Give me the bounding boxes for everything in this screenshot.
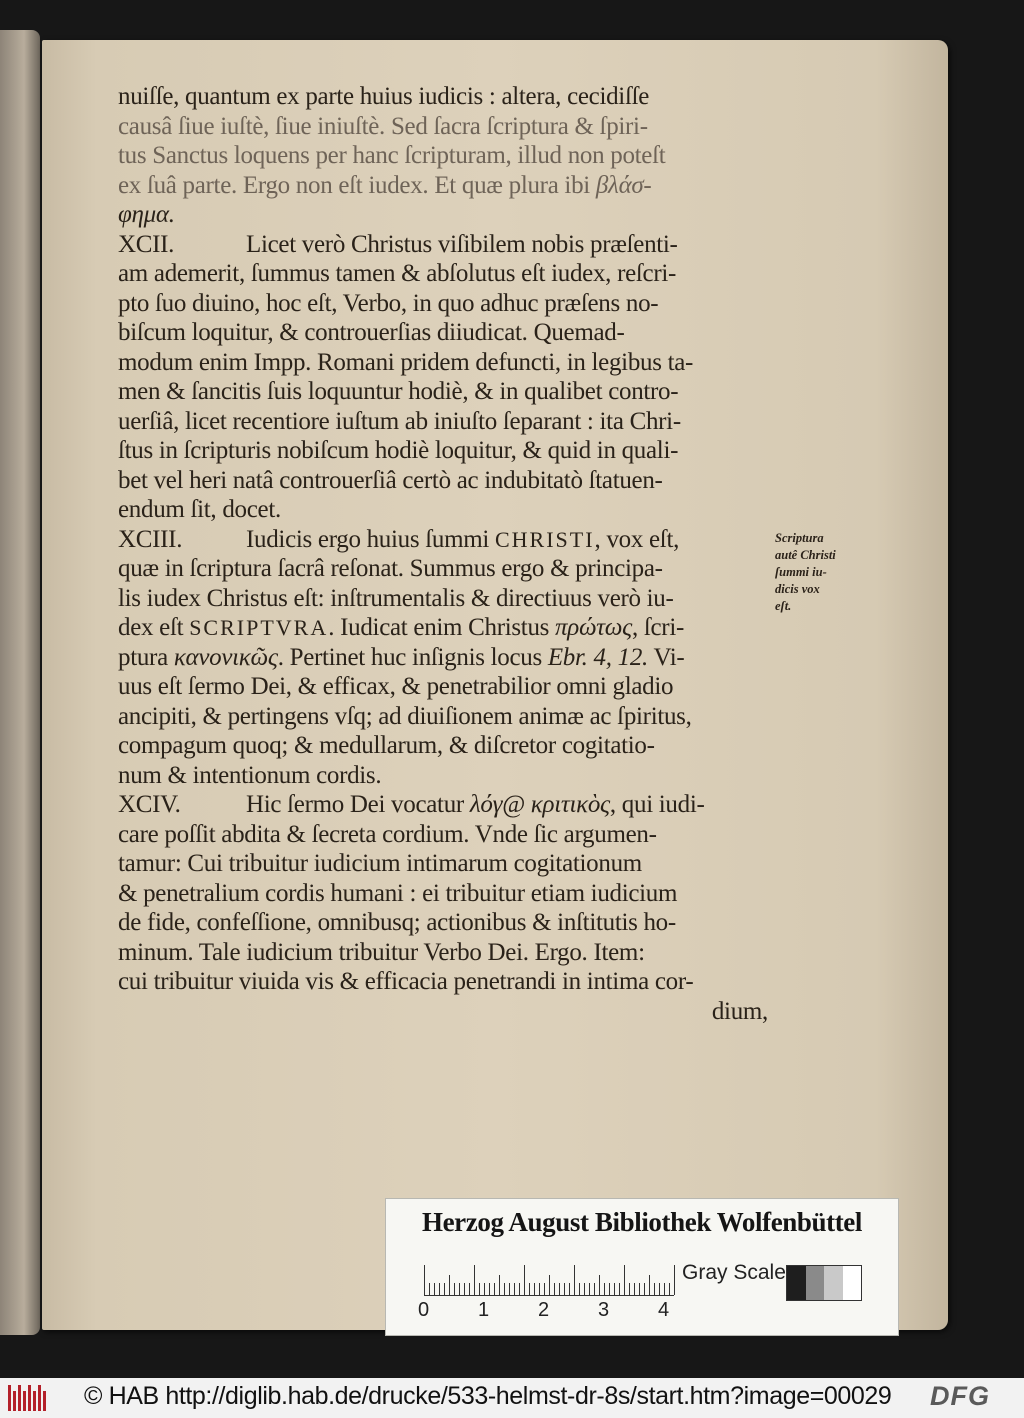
copyright-link[interactable]: © HAB http://diglib.hab.de/drucke/533-helmst-dr-8s/start.htm?image=00029 xyxy=(84,1382,892,1410)
dfg-logo: DFG xyxy=(930,1381,990,1411)
ruler-tick xyxy=(644,1283,645,1295)
ruler-tick xyxy=(609,1283,610,1295)
gray-swatch xyxy=(806,1266,825,1300)
line-text: endum ſit, docet. xyxy=(118,496,281,523)
ruler-tick xyxy=(449,1275,450,1295)
ruler-tick xyxy=(484,1283,485,1295)
line-text: dex eſt xyxy=(118,614,190,641)
line-text: , qui iudi- xyxy=(609,791,705,818)
left-page-edge xyxy=(0,30,40,1335)
ruler-tick xyxy=(629,1283,630,1295)
ruler-tick xyxy=(529,1283,530,1295)
text-line xyxy=(118,171,798,201)
text-line xyxy=(118,790,798,820)
line-text: ſtus in ſcripturis nobiſcum hodiè loquitur, & quid in quali- xyxy=(118,437,679,464)
marginal-note-line: dicis vox xyxy=(775,582,820,596)
greek-word: λόγ@ κριτικὸς xyxy=(469,791,610,818)
line-text: ancipiti, & pertingens vſq; ad diuiſionem animæ ac ſpiritus, xyxy=(118,702,692,730)
line-text: causâ ſiue iuſtè, ſiue iniuſtè. Sed ſacra ſcriptura & ſpiri- xyxy=(118,112,648,140)
logo-bar xyxy=(8,1385,11,1411)
line-text: dium, xyxy=(711,997,768,1025)
ruler-tick xyxy=(569,1283,570,1295)
text-line xyxy=(118,820,798,850)
ruler-tick xyxy=(499,1275,500,1295)
greek-word: φημα. xyxy=(118,201,175,228)
text-line xyxy=(118,436,798,466)
ruler-tick xyxy=(524,1265,525,1295)
text-line xyxy=(118,584,798,614)
ruler-tick xyxy=(489,1283,490,1295)
logo-bar xyxy=(13,1391,16,1411)
text-line xyxy=(118,318,798,348)
line-text: compagum quoq; & medullarum, & diſcretor cogitatio- xyxy=(118,732,655,759)
line-text: Licet verò Christus viſibilem nobis præſenti- xyxy=(246,230,678,258)
text-line xyxy=(118,997,798,1027)
ruler-tick xyxy=(579,1283,580,1295)
text-line xyxy=(118,141,798,171)
ruler-tick xyxy=(479,1283,480,1295)
ruler-tick xyxy=(559,1283,560,1295)
hab-logo-icon xyxy=(8,1385,48,1411)
ruler-label: 1 xyxy=(478,1299,490,1321)
marginal-note-line: ſummi iu- xyxy=(775,565,827,579)
greek-word: πρώτως xyxy=(555,614,632,641)
gray-swatch xyxy=(824,1266,843,1300)
ruler-tick xyxy=(509,1283,510,1295)
ruler-tick xyxy=(634,1283,635,1295)
color-reference-card xyxy=(385,1198,899,1336)
ruler-tick xyxy=(639,1283,640,1295)
ruler-tick xyxy=(589,1283,590,1295)
text-line xyxy=(118,289,798,319)
line-text: tus Sanctus loquens per hanc ſcripturam, illud non poteſt xyxy=(118,142,666,169)
library-name: Herzog August Bibliothek Wolfenbüttel xyxy=(422,1207,862,1237)
ruler-tick xyxy=(564,1283,565,1295)
ruler-tick xyxy=(624,1265,625,1295)
logo-bar xyxy=(43,1391,46,1411)
ruler-tick xyxy=(599,1275,600,1295)
section-number: XCIV. xyxy=(118,791,181,818)
section-number: XCIII. xyxy=(118,525,183,553)
ruler-tick xyxy=(454,1283,455,1295)
line-text: . Pertinet huc inſignis locus xyxy=(277,643,548,671)
line-text: uerſiâ, licet recentiore iuſtum ab iniuſto ſeparant : ita Chri- xyxy=(118,407,681,435)
text-line xyxy=(118,259,798,289)
text-line xyxy=(118,112,798,142)
marginal-note xyxy=(775,530,885,615)
ruler-tick xyxy=(544,1283,545,1295)
greek-word: βλάσ- xyxy=(595,171,652,199)
line-text: bet vel heri natâ controuerſiâ certò ac indubitatò ſtatuen- xyxy=(118,466,663,494)
footer-bar xyxy=(0,1378,1024,1418)
marginal-note-line: eſt. xyxy=(775,599,792,613)
ruler-tick xyxy=(424,1265,425,1295)
line-text: Iudicis ergo huius ſummi xyxy=(246,525,495,553)
line-text: , ſcri- xyxy=(631,614,684,641)
ruler-tick xyxy=(664,1283,665,1295)
ruler-tick xyxy=(574,1265,575,1295)
text-line xyxy=(118,230,798,260)
gray-scale-swatches xyxy=(786,1265,862,1301)
line-text: ex ſuâ parte. Ergo non eſt iudex. Et quæ plura ibi xyxy=(118,171,596,199)
ruler-label: 3 xyxy=(598,1299,610,1321)
ruler-tick xyxy=(669,1283,670,1295)
small-caps-word: CHRISTI xyxy=(494,526,595,552)
ruler-label: 0 xyxy=(418,1299,430,1321)
ruler-tick xyxy=(519,1283,520,1295)
ruler-tick xyxy=(539,1283,540,1295)
line-text: . Iudicat enim Christus xyxy=(328,614,556,641)
logo-bar xyxy=(28,1385,31,1411)
ruler-tick xyxy=(674,1265,675,1295)
ruler-tick xyxy=(464,1283,465,1295)
line-text: lis iudex Christus eſt: inſtrumentalis & directiuus verò iu- xyxy=(118,584,674,612)
text-line xyxy=(118,702,798,732)
text-line xyxy=(118,377,798,407)
ruler-tick xyxy=(514,1283,515,1295)
ruler-tick xyxy=(594,1283,595,1295)
text-line xyxy=(118,407,798,437)
logo-bar xyxy=(18,1385,21,1411)
text-line xyxy=(118,938,798,968)
line-text: Vi- xyxy=(648,643,685,671)
ruler-tick xyxy=(554,1283,555,1295)
text-line xyxy=(118,967,798,997)
text-line xyxy=(118,672,798,702)
line-text: am ademerit, ſummus tamen & abſolutus eſt iudex, reſcri- xyxy=(118,260,677,287)
ruler-tick xyxy=(619,1283,620,1295)
line-text: tamur: Cui tribuitur iudicium intimarum cogitationum xyxy=(118,850,642,877)
ruler-tick xyxy=(429,1283,430,1295)
line-text: modum enim Impp. Romani pridem defuncti, in legibus ta- xyxy=(118,348,694,376)
ruler-tick xyxy=(474,1265,475,1295)
text-line xyxy=(118,348,798,378)
ruler xyxy=(424,1259,674,1296)
text-line xyxy=(118,466,798,496)
ruler-tick xyxy=(654,1283,655,1295)
line-text: ptura xyxy=(118,643,174,671)
line-text: biſcum loquitur, & controuerſias diiudicat. Quemad- xyxy=(118,319,625,346)
line-text: nuiſſe, quantum ex parte huius iudicis : altera, cecidiſſe xyxy=(118,83,650,110)
logo-bar xyxy=(23,1391,26,1411)
ruler-tick xyxy=(604,1283,605,1295)
ruler-tick xyxy=(469,1283,470,1295)
ruler-tick xyxy=(659,1283,660,1295)
ruler-tick xyxy=(504,1283,505,1295)
line-text: quæ in ſcriptura ſacrâ reſonat. Summus ergo & principa- xyxy=(118,555,663,582)
gray-scale-label: Gray Scale xyxy=(682,1261,786,1284)
line-text: pto ſuo diuino, hoc eſt, Verbo, in quo adhuc præſens no- xyxy=(118,289,659,317)
text-line xyxy=(118,554,798,584)
line-text: , vox eſt, xyxy=(594,525,680,553)
line-text: & penetralium cordis humani : ei tribuitur etiam iudicium xyxy=(118,879,678,907)
ruler-tick xyxy=(549,1275,550,1295)
gray-swatch xyxy=(787,1266,806,1300)
line-text: care poſſit abdita & ſecreta cordium. Vnde ſic argumen- xyxy=(118,820,657,848)
section-number: XCII. xyxy=(118,230,175,258)
bible-reference: Ebr. 4, 12. xyxy=(547,643,649,671)
logo-bar xyxy=(38,1385,41,1411)
text-line xyxy=(118,200,798,230)
line-text: Hic ſermo Dei vocatur xyxy=(246,791,470,818)
text-line xyxy=(118,643,798,673)
ruler-label: 2 xyxy=(538,1299,550,1321)
gray-swatch xyxy=(843,1266,862,1300)
line-text: num & intentionum cordis. xyxy=(118,761,382,789)
greek-word: κανονικῶς xyxy=(173,643,278,671)
page-text xyxy=(118,82,798,1026)
text-line xyxy=(118,495,798,525)
text-line xyxy=(118,849,798,879)
ruler-tick xyxy=(584,1283,585,1295)
line-text: uus eſt ſermo Dei, & efficax, & penetrabilior omni gladio xyxy=(118,673,674,700)
marginal-note-line: Scriptura xyxy=(775,531,824,545)
text-line xyxy=(118,82,798,112)
line-text: minum. Tale iudicium tribuitur Verbo Dei. Ergo. Item: xyxy=(118,938,645,966)
text-line xyxy=(118,879,798,909)
ruler-tick xyxy=(649,1275,650,1295)
text-line xyxy=(118,613,798,643)
line-text: de fide, confeſſione, omnibusq; actionibus & inſtitutis ho- xyxy=(118,909,676,936)
ruler-tick xyxy=(614,1283,615,1295)
ruler-tick xyxy=(444,1283,445,1295)
ruler-tick xyxy=(439,1283,440,1295)
line-text: cui tribuitur viuida vis & efficacia penetrandi in intima cor- xyxy=(118,968,694,995)
text-line xyxy=(118,761,798,791)
small-caps-word: SCRIPTVRA xyxy=(189,615,329,640)
text-line xyxy=(118,908,798,938)
ruler-tick xyxy=(434,1283,435,1295)
text-line xyxy=(118,525,798,555)
logo-bar xyxy=(33,1391,36,1411)
ruler-tick xyxy=(534,1283,535,1295)
ruler-tick xyxy=(459,1283,460,1295)
ruler-label: 4 xyxy=(658,1299,670,1321)
ruler-tick xyxy=(494,1283,495,1295)
text-line xyxy=(118,731,798,761)
marginal-note-line: autê Christi xyxy=(775,548,836,562)
line-text: men & ſancitis ſuis loquuntur hodiè, & in qualibet contro- xyxy=(118,378,679,405)
